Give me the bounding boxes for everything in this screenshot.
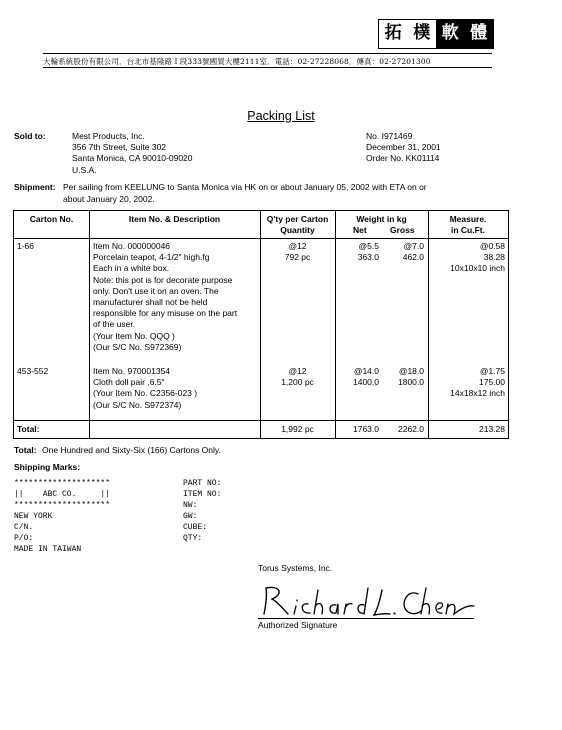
row2-gross-per: @18.0 bbox=[398, 366, 424, 376]
shipment-line-2: about January 20, 2002. bbox=[63, 194, 155, 204]
table-total-label: Total: bbox=[17, 424, 40, 434]
header-net: Net bbox=[353, 225, 367, 235]
row1-desc-line: responsible for any misuse on the part bbox=[93, 308, 238, 318]
header-weight: Weight in kg bbox=[356, 214, 407, 224]
shipping-mark-line: NEW YORK bbox=[14, 512, 53, 521]
shipping-mark-field: QTY: bbox=[183, 534, 203, 543]
shipping-marks-label: Shipping Marks: bbox=[14, 462, 81, 472]
total-divider bbox=[14, 420, 508, 421]
row2-desc-line: Cloth doll pair ,6.5" bbox=[93, 377, 165, 387]
row1-net-per: @5.5 bbox=[358, 241, 379, 251]
row1-gross: 462.0 bbox=[402, 252, 424, 262]
shipping-mark-field: NW: bbox=[183, 501, 198, 510]
row2-per-carton: @12 bbox=[288, 366, 307, 376]
table-total-quantity: 1,992 pc bbox=[281, 424, 314, 434]
shipping-mark-line: || ABC CO. || bbox=[14, 490, 111, 499]
shipping-mark-line: MADE IN TAIWAN bbox=[14, 545, 82, 554]
logo-char-3: 軟 bbox=[436, 20, 465, 48]
header-cuft: in Cu.Ft. bbox=[451, 225, 485, 235]
row1-desc-line: (Our S/C No. S972369) bbox=[93, 342, 182, 352]
header-item-description: Item No. & Description bbox=[128, 214, 221, 224]
shipping-mark-line: P/O: bbox=[14, 534, 34, 543]
row1-quantity: 792 pc bbox=[284, 252, 311, 262]
header-measure: Measure. bbox=[449, 214, 487, 224]
shipment-line-1: Per sailing from KEELUNG to Santa Monica via HK on or about January 05, 2002 with ETA on or bbox=[63, 182, 427, 192]
shipping-mark-field: ITEM NO: bbox=[183, 490, 222, 499]
signature-line bbox=[258, 618, 474, 619]
row1-desc-line: Item No. 000000046 bbox=[93, 241, 171, 251]
row1-desc-line: Note: this pot is for decorate purpose bbox=[93, 275, 233, 285]
logo-char-4: 體 bbox=[465, 20, 494, 48]
packing-table bbox=[13, 210, 509, 439]
row1-desc-line: Porcelain teapot, 4-1/2" high.fg bbox=[93, 252, 210, 262]
row1-measure-per: @0.58 bbox=[479, 241, 505, 251]
letterhead-rule-top bbox=[43, 53, 492, 54]
letterhead-rule-bottom bbox=[43, 67, 492, 68]
header-qty-per-carton: Q'ty per Carton bbox=[266, 214, 329, 224]
shipping-mark-field: PART NO: bbox=[183, 479, 222, 488]
shipping-mark-field: CUBE: bbox=[183, 523, 208, 532]
shipping-mark-line: ******************** bbox=[14, 501, 111, 510]
buyer-address-1: 356 7th Street, Suite 302 bbox=[72, 142, 167, 152]
header-carton-no: Carton No. bbox=[29, 214, 74, 224]
row1-gross-per: @7.0 bbox=[403, 241, 424, 251]
row1-net: 363.0 bbox=[357, 252, 379, 262]
logo-char-2: 樸 bbox=[408, 20, 437, 48]
row2-carton-no: 453-552 bbox=[17, 366, 49, 376]
total-cartons-text: One Hundred and Sixty-Six (166) Cartons Only. bbox=[42, 445, 221, 455]
document-title-wrap bbox=[0, 109, 562, 123]
column-divider bbox=[89, 211, 90, 438]
signing-company: Torus Systems, Inc. bbox=[258, 563, 333, 573]
row1-carton-no: 1-66 bbox=[17, 241, 35, 251]
row2-dimensions: 14x18x12 inch bbox=[450, 388, 505, 398]
table-total-gross: 2262.0 bbox=[398, 424, 424, 434]
row1-desc-line: manufacturer shall not be held bbox=[93, 297, 208, 307]
company-info-line: 大輪系統股份有限公司．台北市基隆路Ｉ段333號國貿大樓2111室．電話：02-27228068．傳真：02-27201300 bbox=[43, 57, 431, 66]
row1-dimensions: 10x10x10 inch bbox=[450, 263, 505, 273]
table-total-measure: 213.28 bbox=[479, 424, 505, 434]
header-quantity: Quantity bbox=[280, 225, 315, 235]
handwritten-signature bbox=[258, 584, 478, 620]
shipping-mark-line: C/N. bbox=[14, 523, 34, 532]
row2-desc-line: Item No. 970001354 bbox=[93, 366, 171, 376]
sold-to-label: Sold to: bbox=[14, 131, 46, 141]
buyer-address-2: Santa Monica, CA 90010-09020 bbox=[72, 153, 193, 163]
row2-net: 1400.0 bbox=[353, 377, 379, 387]
row1-desc-line: (Your Item No. QQQ ) bbox=[93, 331, 175, 341]
total-cartons-label: Total: bbox=[14, 445, 37, 455]
row2-gross: 1800.0 bbox=[398, 377, 424, 387]
document-date: December 31, 2001 bbox=[366, 142, 441, 152]
row1-per-carton: @12 bbox=[288, 241, 307, 251]
company-logo bbox=[378, 19, 494, 49]
authorized-signature-label: Authorized Signature bbox=[258, 620, 338, 630]
row2-quantity: 1,200 pc bbox=[281, 377, 314, 387]
row1-measure: 38.28 bbox=[483, 252, 505, 262]
shipment-label: Shipment: bbox=[14, 182, 56, 192]
logo-char-1: 拓 bbox=[379, 20, 408, 48]
buyer-country: U.S.A. bbox=[72, 165, 97, 175]
row1-desc-line: of the user. bbox=[93, 319, 136, 329]
row2-measure-per: @1.75 bbox=[479, 366, 505, 376]
shipping-mark-field: GW: bbox=[183, 512, 198, 521]
header-gross: Gross bbox=[390, 225, 415, 235]
row2-desc-line: (Your Item No. C2356-023 ) bbox=[93, 388, 198, 398]
document-number: No. I971469 bbox=[366, 131, 413, 141]
header-divider bbox=[14, 238, 508, 239]
row1-desc-line: only. Don't use it on an oven. The bbox=[93, 286, 219, 296]
document-title: Packing List bbox=[247, 109, 315, 123]
shipping-mark-line: ******************** bbox=[14, 479, 111, 488]
row1-desc-line: Each in a white box. bbox=[93, 263, 170, 273]
order-number: Order No. KK01114 bbox=[366, 153, 440, 163]
row2-measure: 175.00 bbox=[479, 377, 505, 387]
table-total-net: 1763.0 bbox=[353, 424, 379, 434]
row2-net-per: @14.0 bbox=[353, 366, 379, 376]
row2-desc-line: (Our S/C No. S972374) bbox=[93, 400, 182, 410]
buyer-name: Mest Products, Inc. bbox=[72, 131, 145, 141]
